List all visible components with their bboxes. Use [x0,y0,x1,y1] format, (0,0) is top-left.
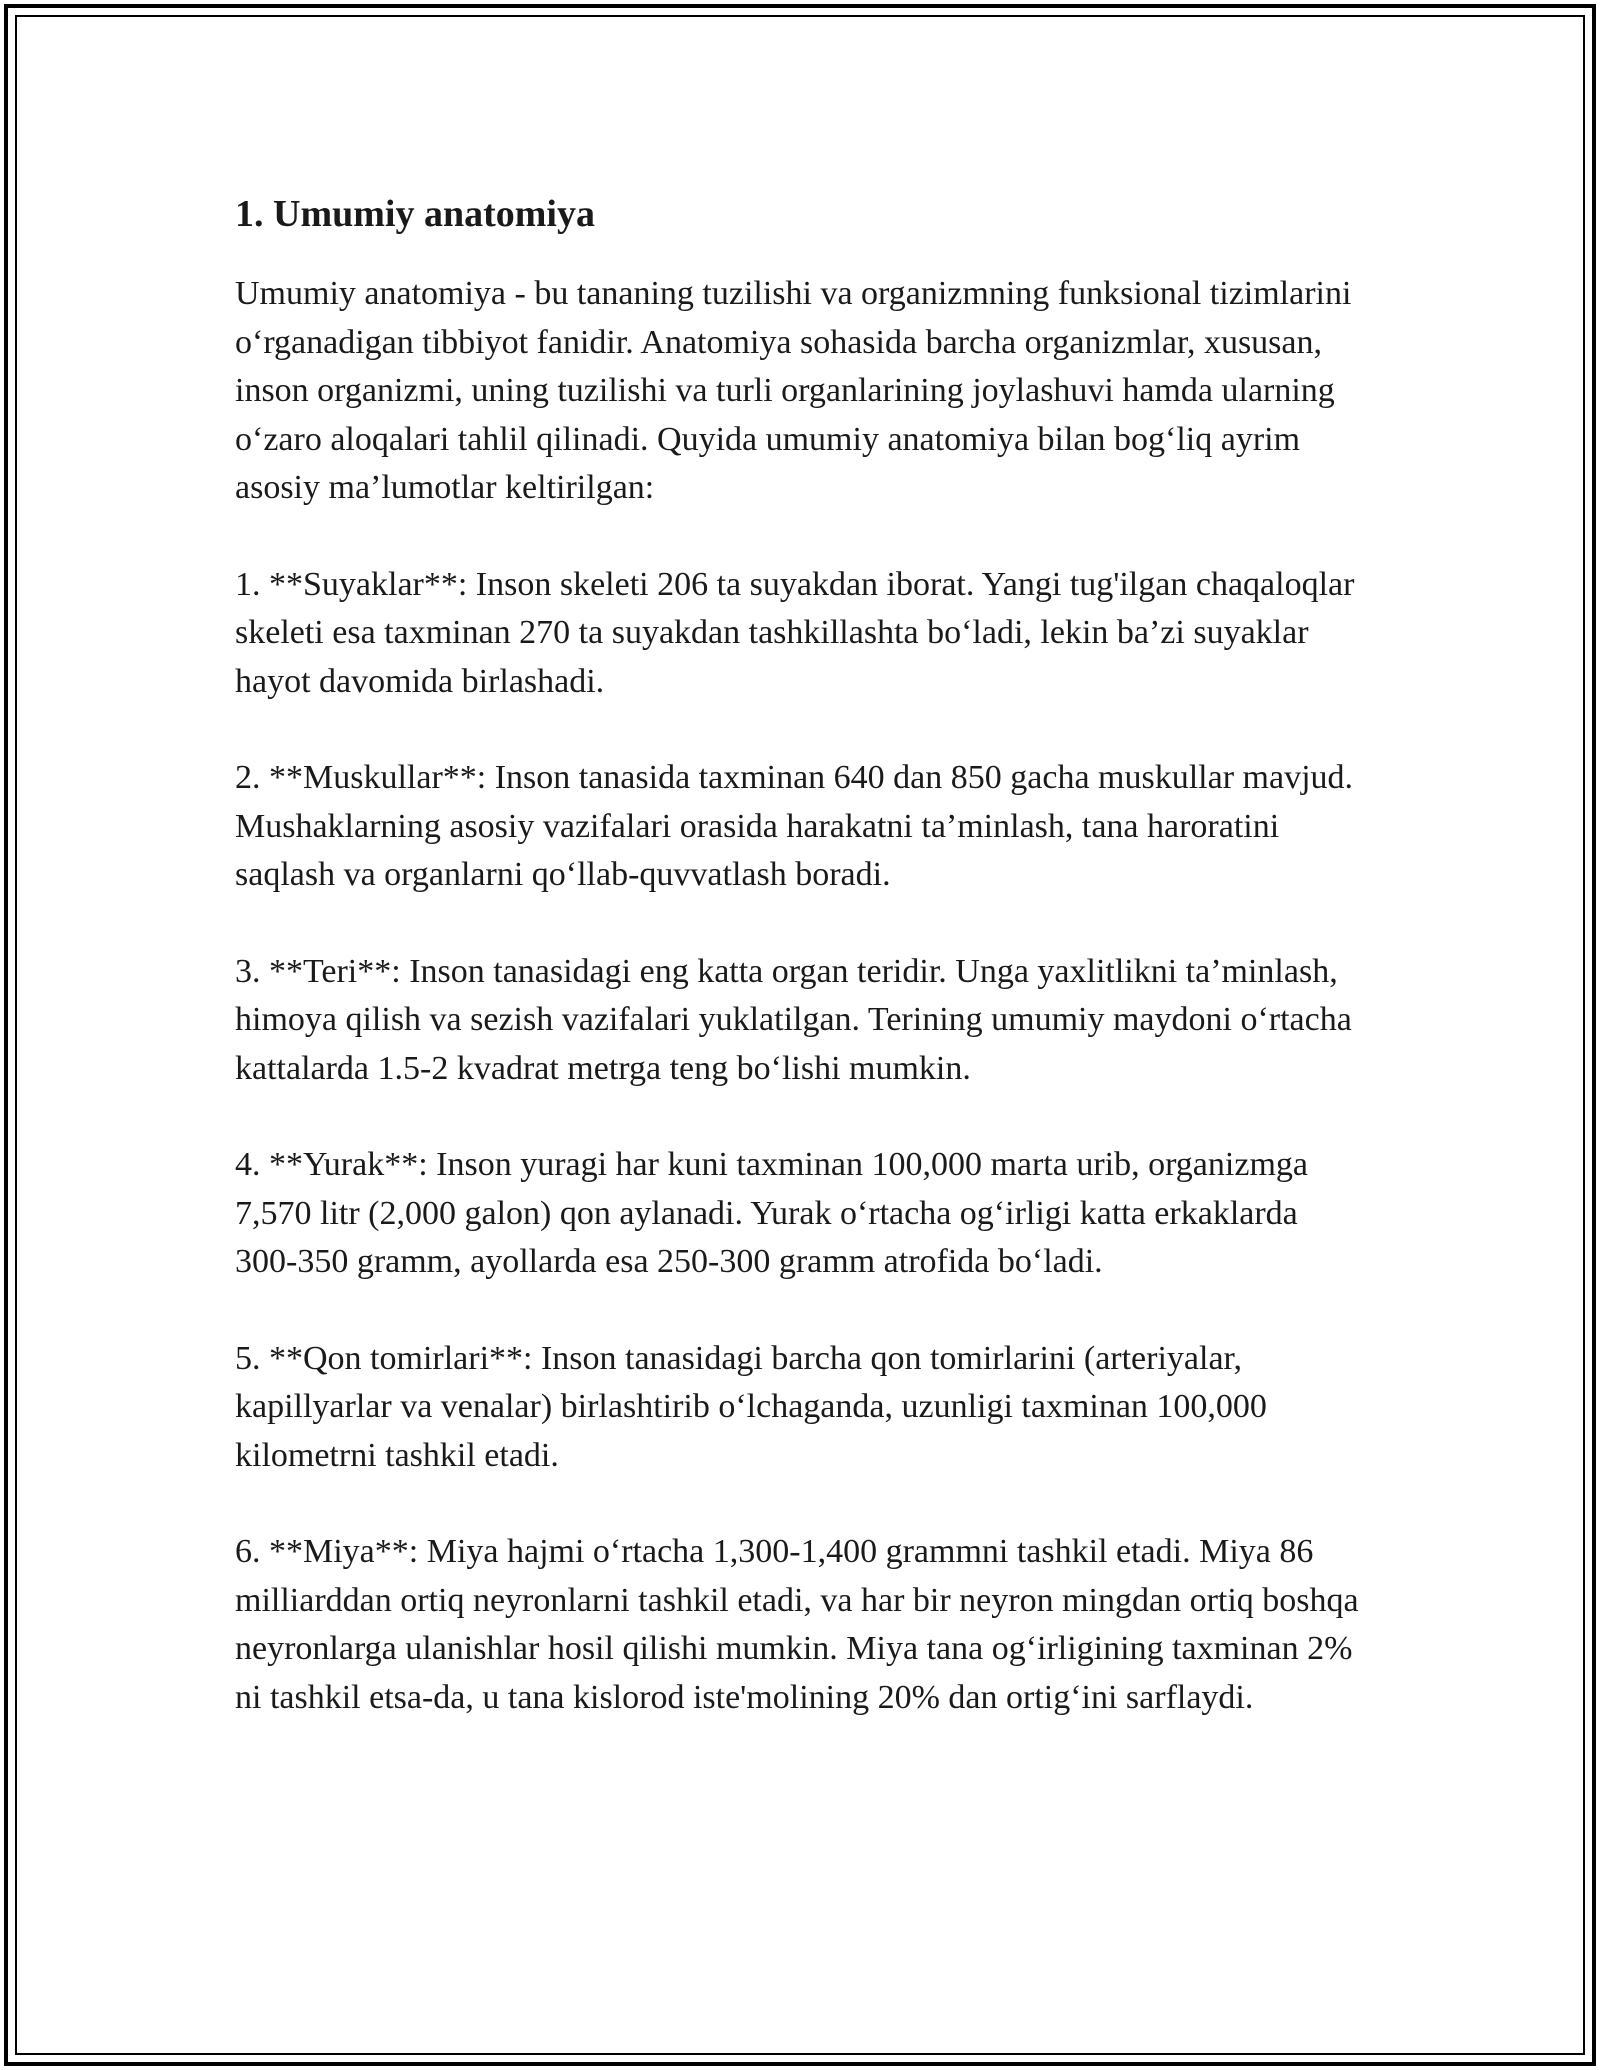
paragraph-qon-tomirlari: 5. **Qon tomirlari**: Inson tanasidagi barcha qon tomirlarini (arteriyalar, kapillyarlar va venalar) birlashtirib o‘lchaganda, uzunligi taxminan 100,000 kilometrni tashkil etadi. [235,1339,1267,1474]
paragraph-yurak: 4. **Yurak**: Inson yuragi har kuni taxminan 100,000 marta urib, organizmga 7,570 litr (2,000 galon) qon aylanadi. Yurak o‘rtacha og‘irligi katta erkaklarda 300-350 gramm, ayollarda esa 250-300 gramm atrofida bo‘ladi. [235,1146,1308,1280]
intro-paragraph: Umumiy anatomiya - bu tananing tuzilishi va organizmning funksional tizimlarini o‘rganadigan tibbiyot fanidir. Anatomiya sohasida barcha organizmlar, xususan, inson organizmi, uning tuzilishi va turli organlarining joylashuvi hamda ularning o‘zaro aloqalari tahlil qilinadi. Quyida umumiy anatomiya bilan bog‘liq ayrim asosiy ma’lumotlar keltirilgan: [235,275,1352,506]
page-title: 1. Umumiy anatomiya [235,193,595,235]
paragraph-suyaklar: 1. **Suyaklar**: Inson skeleti 206 ta suyakdan iborat. Yangi tug'ilgan chaqaloqlar skeleti esa taxminan 270 ta suyakdan tashkillashta bo‘ladi, lekin ba’zi suyaklar hayot davomida birlashadi. [235,565,1355,700]
paragraph-muskullar: 2. **Muskullar**: Inson tanasida taxminan 640 dan 850 gacha muskullar mavjud. Mushaklarning asosiy vazifalari orasida harakatni ta’minlash, tana haroratini saqlash va organlarni qo‘llab-quvvatlash boradi. [235,759,1354,893]
paragraph-miya: 6. **Miya**: Miya hajmi o‘rtacha 1,300-1,400 grammni tashkil etadi. Miya 86 milliarddan ortiq neyronlarni tashkil etadi, va har bir neyron mingdan ortiq boshqa neyronlarga ulanishlar hosil qilishi mumkin. Miya tana og‘irligining taxminan 2% ni tashkil etsa-da, u tana kislorod iste'molining 20% dan ortig‘ini sarflaydi. [235,1533,1359,1716]
paragraph-teri: 3. **Teri**: Inson tanasidagi eng katta organ teridir. Unga yaxlitlikni ta’minlash, himoya qilish va sezish vazifalari yuklatilgan. Terining umumiy maydoni o‘rtacha kattalarda 1.5-2 kvadrat metrga teng bo‘lishi mumkin. [235,952,1352,1087]
document-body [235,186,1365,1770]
